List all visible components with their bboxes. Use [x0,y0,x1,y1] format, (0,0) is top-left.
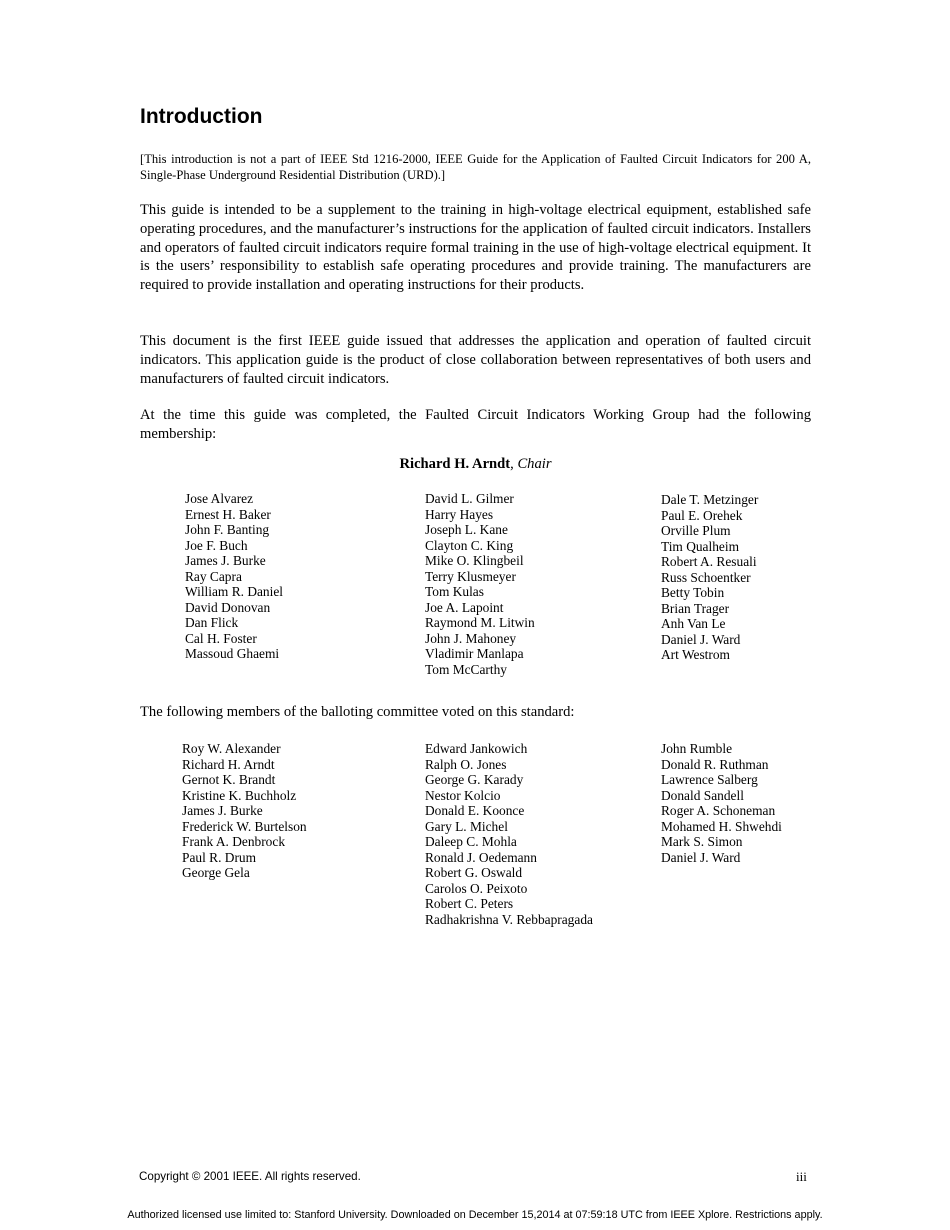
working-group-column-3 [661,492,758,663]
member-name: Donald R. Ruthman [661,756,769,772]
member-name: John Rumble [661,741,733,756]
member-name: Tim Qualheim [661,538,739,554]
chair-line [140,456,811,473]
member-name: Jose Alvarez [185,491,254,506]
member-name: William R. Daniel [185,584,284,599]
member-name: James J. Burke [182,803,263,818]
member-name: Donald Sandell [661,787,744,803]
paragraph-membership: At the time this guide was completed, the Faulted Circuit Indicators Working Group had the following membership: [140,407,811,442]
balloting-column-1 [182,741,307,881]
member-name: Art Westrom [661,647,730,662]
member-name: Mike O. Klingbeil [425,553,524,568]
member-name: Tom McCarthy [425,661,507,677]
member-name: Gernot K. Brandt [182,772,276,787]
working-group-column-1 [185,491,283,662]
member-name: Cal H. Foster [185,630,257,646]
member-name: Daniel J. Ward [661,849,741,865]
member-name: Mohamed H. Shwehdi [661,818,782,834]
member-name: Massoud Ghaemi [185,646,280,661]
member-name: George Gela [182,865,250,880]
member-name: Ernest H. Baker [185,506,271,522]
member-name: Harry Hayes [425,506,494,522]
member-name: David L. Gilmer [425,491,514,506]
member-name: Mark S. Simon [661,834,743,849]
member-name: Dan Flick [185,615,239,630]
member-name: Joseph L. Kane [425,522,508,537]
copyright-notice: Copyright © 2001 IEEE. All rights reserved. [139,1170,361,1183]
member-name: Daniel J. Ward [661,631,741,647]
member-name: Raymond M. Litwin [425,615,535,630]
member-name: Frederick W. Burtelson [182,818,307,834]
paragraph-scope: This document is the first IEEE guide issued that addresses the application and operation of faulted circuit indicators. This application guide is the product of close collaboration between representatives of both users and manufacturers of faulted circuit indicators. [140,333,811,387]
balloting-column-3 [661,741,782,865]
page-number: iii [796,1169,807,1184]
working-group-column-2 [425,491,535,677]
member-name: James J. Burke [185,553,266,568]
member-name: Ralph O. Jones [425,756,507,772]
member-name: Radhakrishna V. Rebbapragada [425,911,593,927]
member-name: Betty Tobin [661,585,725,600]
member-name: Roger A. Schoneman [661,803,776,818]
member-name: George G. Karady [425,772,524,787]
member-name: Richard H. Arndt [182,756,275,772]
member-name: Vladimir Manlapa [425,646,524,661]
balloting-intro: The following members of the balloting committee voted on this standard: [140,704,575,720]
page-title: Introduction [140,105,263,128]
member-name: Robert A. Resuali [661,554,757,569]
member-name: Paul E. Orehek [661,507,743,523]
member-name: Nestor Kolcio [425,787,501,803]
member-name: Joe F. Buch [185,537,248,553]
member-name: Robert G. Oswald [425,865,523,880]
member-name: Kristine K. Buchholz [182,787,297,803]
member-name: Ronald J. Oedemann [425,849,537,865]
chair-title: Chair [517,456,552,472]
member-name: Daleep C. Mohla [425,834,517,849]
introduction-note: [This introduction is not a part of IEEE Std 1216-2000, IEEE Guide for the Application of Faulted Circuit Indicators for 200 A, Single-Phase Underground Residential Distribution (URD).] [140,152,811,182]
member-name: Anh Van Le [661,616,726,631]
member-name: Russ Schoentker [661,569,751,585]
member-name: John J. Mahoney [425,630,517,646]
member-name: Carolos O. Peixoto [425,880,528,896]
member-name: John F. Banting [185,522,270,537]
member-name: Dale T. Metzinger [661,492,759,507]
member-name: Joe A. Lapoint [425,599,504,615]
member-name: Orville Plum [661,523,731,538]
balloting-column-2 [425,741,593,927]
member-name: Robert C. Peters [425,896,514,911]
chair-name: Richard H. Arndt [399,456,511,472]
license-notice: Authorized licensed use limited to: Stanford University. Downloaded on December 15,2014 at 07:59:18 UTC from IEEE Xplore. Restrictions apply. [127,1209,823,1221]
member-name: Brian Trager [661,600,730,616]
member-name: Gary L. Michel [425,818,508,834]
member-name: Paul R. Drum [182,849,257,865]
member-name: Tom Kulas [425,584,484,599]
member-name: Roy W. Alexander [182,741,281,756]
member-name: Terry Klusmeyer [425,568,516,584]
member-name: Ray Capra [185,568,242,584]
member-name: Frank A. Denbrock [182,834,286,849]
member-name: Lawrence Salberg [661,772,758,787]
member-name: Edward Jankowich [425,741,528,756]
member-name: Clayton C. King [425,537,514,553]
chair-separator: , [510,456,518,472]
member-name: Donald E. Koonce [425,803,525,818]
paragraph-purpose: This guide is intended to be a supplement to the training in high-voltage electrical equipment, established safe operating procedures, and the manufacturer’s instructions for the application of faulted circuit indicators. Installers and operators of faulted circuit indicators require formal training in the use of high-voltage electrical equipment. It is the users’ responsibility to establish safe operating procedures and provide training. The manufacturers are required to provide installation and operating instructions for their products. [140,202,811,294]
member-name: David Donovan [185,599,271,615]
